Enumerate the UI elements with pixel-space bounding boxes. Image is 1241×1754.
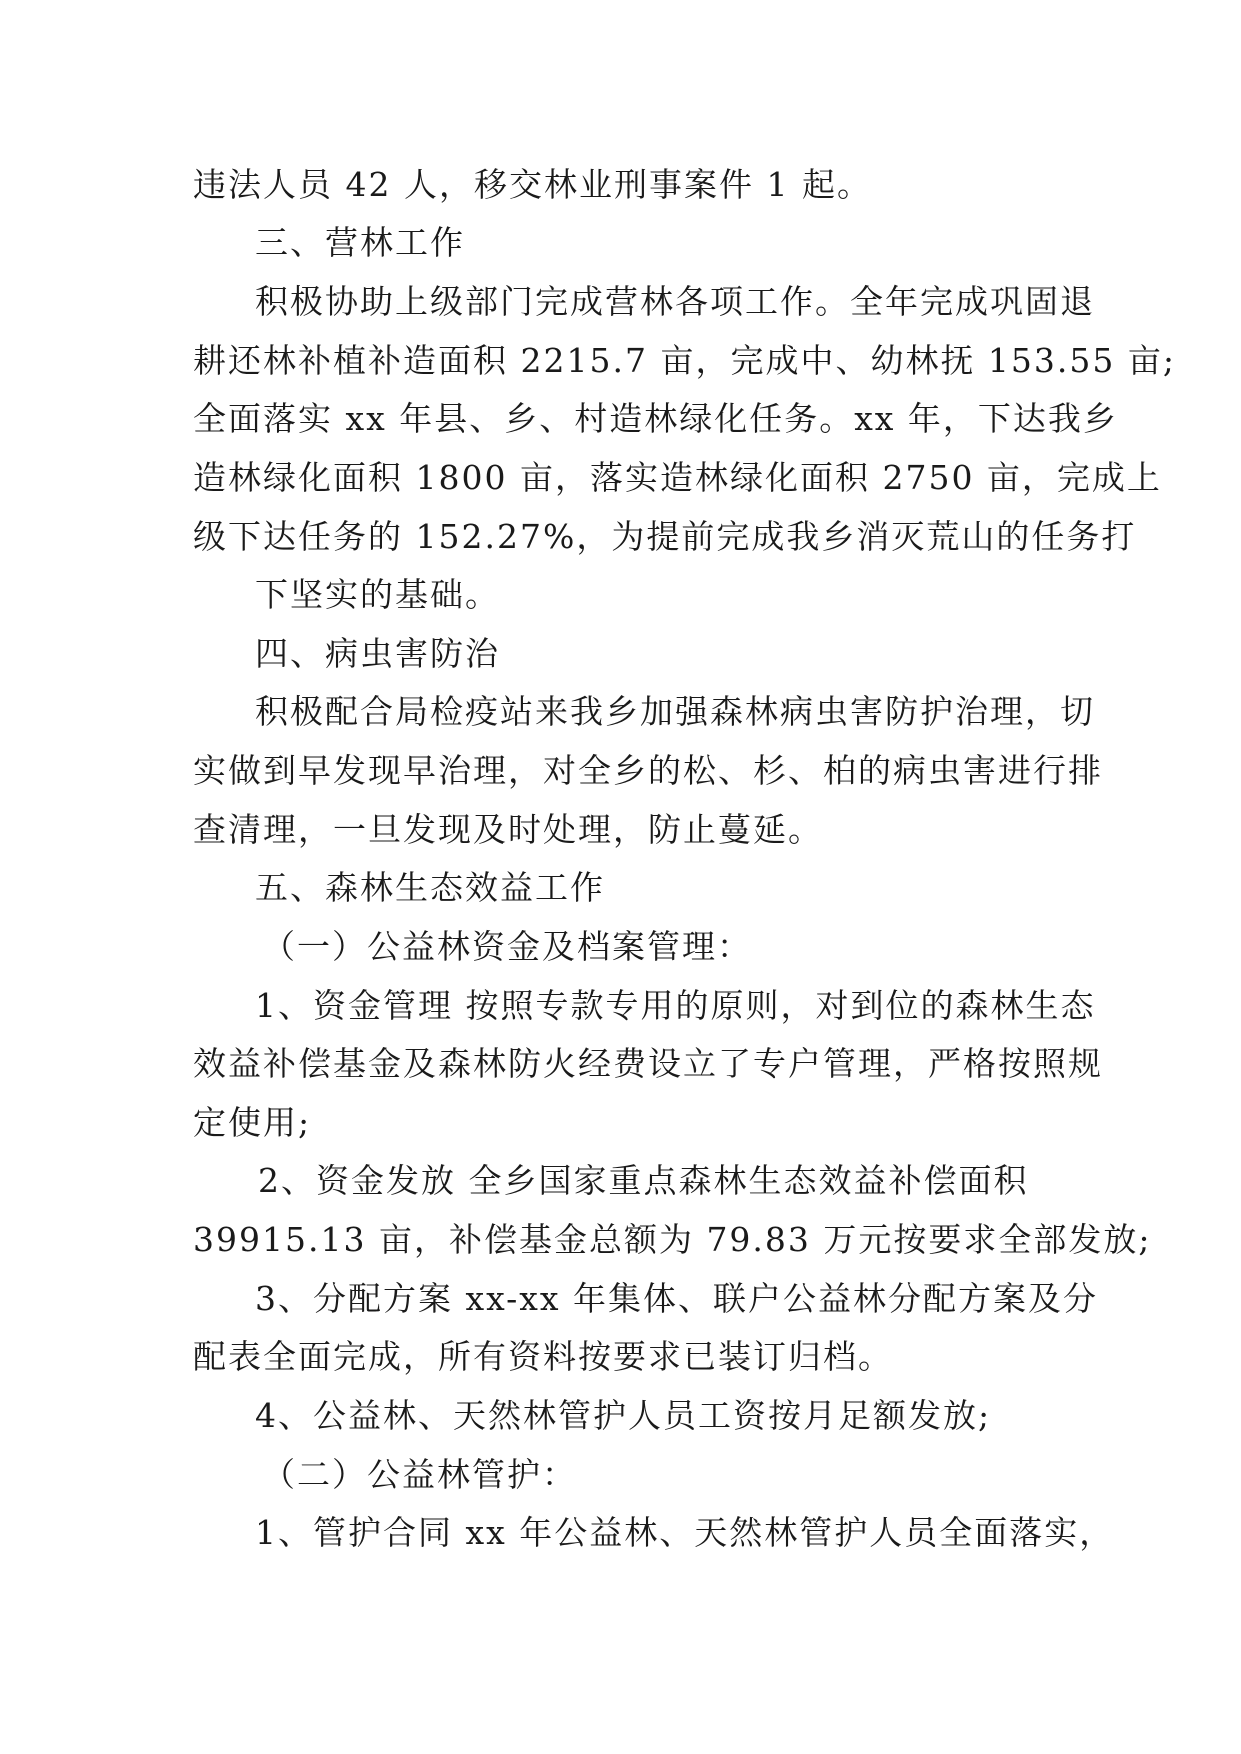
text-line-10: 积极配合局检疫站来我乡加强森林病虫害防护治理，切	[255, 692, 1095, 731]
text-line-1: 违法人员 42 人，移交林业刑事案件 1 起。	[193, 165, 872, 204]
subsection-heading-forest-management: （二）公益林管护：	[262, 1455, 577, 1494]
section-heading-ecological-benefit: 五、森林生态效益工作	[255, 868, 605, 907]
text-line-21: 配表全面完成，所有资料按要求已装订归档。	[193, 1337, 893, 1376]
text-line-4: 耕还林补植补造面积 2215.7 亩，完成中、幼林抚 153.55 亩;	[193, 341, 1177, 380]
section-heading-yinglin: 三、营林工作	[255, 223, 465, 262]
text-line-11: 实做到早发现早治理，对全乡的松、杉、柏的病虫害进行排	[193, 751, 1103, 790]
text-line-12: 查清理，一旦发现及时处理，防止蔓延。	[193, 810, 823, 849]
subsection-heading-fund-archive: （一）公益林资金及档案管理：	[262, 927, 752, 966]
text-line-18: 2、资金发放 全乡国家重点森林生态效益补偿面积	[258, 1161, 1029, 1200]
text-line-19: 39915.13 亩，补偿基金总额为 79.83 万元按要求全部发放;	[193, 1220, 1152, 1259]
section-heading-pest-control: 四、病虫害防治	[255, 634, 500, 673]
text-line-15: 1、资金管理 按照专款专用的原则，对到位的森林生态	[255, 986, 1096, 1025]
text-line-5: 全面落实 xx 年县、乡、村造林绿化任务。xx 年，下达我乡	[193, 399, 1118, 438]
text-line-20: 3、分配方案 xx-xx 年集体、联户公益林分配方案及分	[255, 1279, 1098, 1318]
text-line-7: 级下达任务的 152.27%，为提前完成我乡消灭荒山的任务打	[193, 517, 1137, 556]
text-line-16: 效益补偿基金及森林防火经费设立了专户管理，严格按照规	[193, 1044, 1103, 1083]
text-line-8: 下坚实的基础。	[255, 575, 500, 614]
text-line-17: 定使用;	[193, 1103, 312, 1142]
text-line-22: 4、公益林、天然林管护人员工资按月足额发放;	[255, 1396, 992, 1435]
text-line-6: 造林绿化面积 1800 亩，落实造林绿化面积 2750 亩，完成上	[193, 458, 1162, 497]
text-line-24: 1、管护合同 xx 年公益林、天然林管护人员全面落实，	[255, 1513, 1115, 1552]
text-line-3: 积极协助上级部门完成营林各项工作。全年完成巩固退	[255, 282, 1095, 321]
